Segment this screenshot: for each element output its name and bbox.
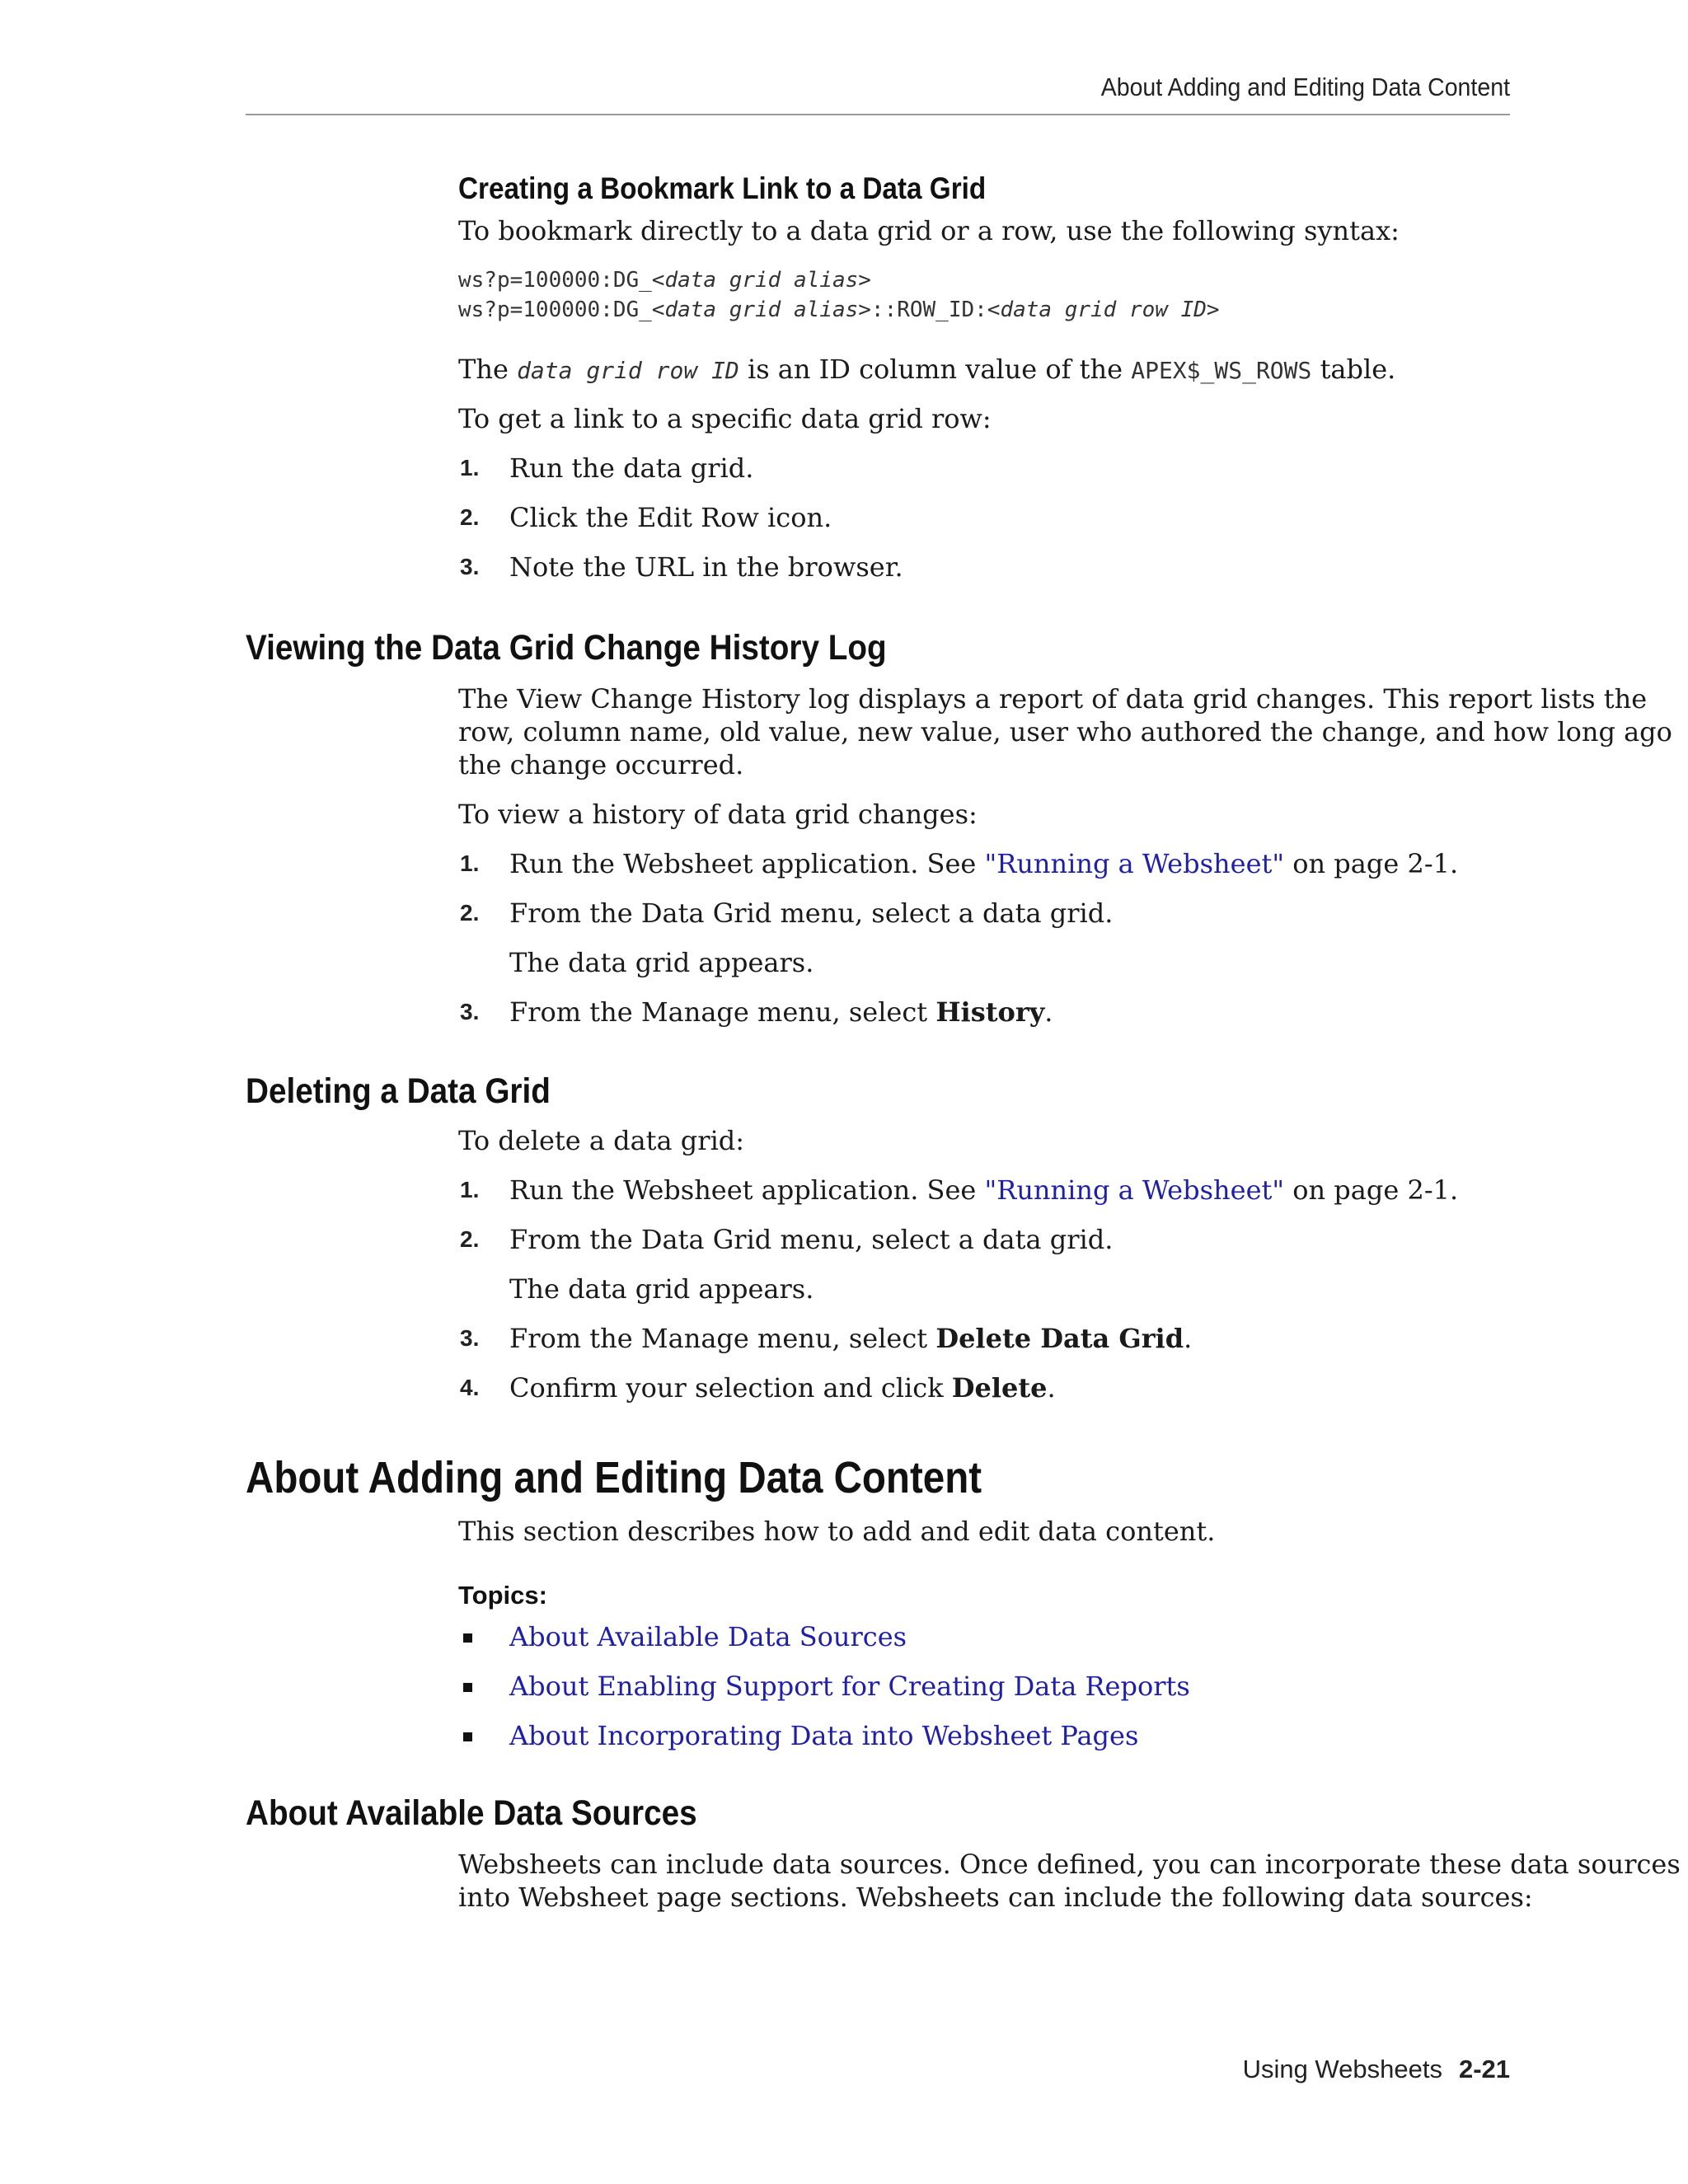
bookmark-intro: To bookmark directly to a data grid or a row, use the following syntax: xyxy=(458,215,1400,246)
step-number: 1. xyxy=(460,1177,480,1202)
step-number: 1. xyxy=(460,851,480,876)
heading-bookmark: Creating a Bookmark Link to a Data Grid xyxy=(458,171,987,205)
bookmark-desc: The data grid row ID is an ID column value of the APEX$_WS_ROWS table. xyxy=(458,354,1396,385)
delete-intro-block xyxy=(458,1124,1688,1157)
running-header: About Adding and Editing Data Content xyxy=(1100,73,1510,101)
topic-link-enabling-support[interactable]: About Enabling Support for Creating Data Reports xyxy=(509,1671,1190,1702)
step-number: 3. xyxy=(460,999,480,1024)
step-text: Run the Websheet application. See "Running a Websheet" on page 2-1. xyxy=(509,1174,1459,1206)
code-line-2: ws?p=100000:DG_<data grid alias>::ROW_ID:<data grid row ID> xyxy=(458,298,1220,322)
step-number: 3. xyxy=(460,554,480,579)
step-number: 2. xyxy=(460,900,480,926)
history-para: The View Change History log displays a report of data grid changes. This report lists the row, column name, old value, new value, user who authored the change, and how long ago the change occurred. xyxy=(458,683,1672,780)
step-number: 3. xyxy=(460,1325,480,1351)
step-text: Confirm your selection and click Delete. xyxy=(509,1372,1056,1404)
section-adding xyxy=(246,1452,1082,1503)
heading-adding: About Adding and Editing Data Content xyxy=(246,1453,982,1502)
step-number: 2. xyxy=(460,504,480,530)
adding-intro: This section describes how to add and edit data content. xyxy=(458,1516,1216,1547)
step-result: The data grid appears. xyxy=(509,1273,814,1305)
heading-delete: Deleting a Data Grid xyxy=(246,1071,551,1111)
heading-sources: About Available Data Sources xyxy=(246,1793,697,1833)
adding-intro-block xyxy=(458,1515,1688,1548)
history-steps-intro: To view a history of data grid changes: xyxy=(458,799,978,830)
section-history xyxy=(246,628,958,668)
step-text: From the Data Grid menu, select a data grid. xyxy=(509,898,1114,929)
bookmark-code-block xyxy=(458,265,1220,325)
bookmark-desc-block xyxy=(458,353,1688,387)
footer-page-number: 2-21 xyxy=(1458,2055,1510,2083)
code-line-1: ws?p=100000:DG_<data grid alias> xyxy=(458,268,871,293)
step-text: From the Data Grid menu, select a data grid. xyxy=(509,1224,1114,1255)
footer-title: Using Websheets xyxy=(1242,2055,1442,2083)
history-steps-intro-block xyxy=(458,798,1688,831)
step-text: Note the URL in the browser. xyxy=(509,551,903,583)
section-delete xyxy=(246,1071,584,1112)
step-number: 4. xyxy=(460,1375,480,1400)
running-websheet-link[interactable]: "Running a Websheet" xyxy=(984,848,1285,879)
step-text: Run the data grid. xyxy=(509,452,754,484)
step-result: The data grid appears. xyxy=(509,947,814,978)
topics-label-block xyxy=(458,1581,547,1610)
header-rule xyxy=(246,114,1510,115)
bookmark-steps-intro-block xyxy=(458,402,1688,435)
step-text: From the Manage menu, select Delete Data Grid. xyxy=(509,1323,1193,1354)
delete-intro: To delete a data grid: xyxy=(458,1125,745,1156)
topics-label: Topics: xyxy=(458,1581,547,1610)
step-text: Run the Websheet application. See "Running a Websheet" on page 2-1. xyxy=(509,848,1459,879)
bullet-square-icon xyxy=(463,1683,472,1692)
step-number: 1. xyxy=(460,455,480,480)
sources-para-block xyxy=(458,1848,1688,1914)
topic-link-available-data-sources[interactable]: About Available Data Sources xyxy=(509,1621,907,1652)
history-para-block xyxy=(458,682,1688,781)
heading-history: Viewing the Data Grid Change History Log xyxy=(246,628,887,668)
section-sources xyxy=(246,1793,748,1834)
bookmark-steps-intro: To get a link to a specific data grid row: xyxy=(458,403,992,434)
bullet-square-icon xyxy=(463,1633,472,1643)
section-bookmark xyxy=(458,171,1044,206)
step-text: From the Manage menu, select History. xyxy=(509,996,1053,1028)
bookmark-intro-block xyxy=(458,214,1688,247)
page-footer xyxy=(1243,2055,1510,2084)
step-number: 2. xyxy=(460,1226,480,1252)
bullet-square-icon xyxy=(463,1732,472,1741)
sources-para: Websheets can include data sources. Once defined, you can incorporate these data sources into Websheet page sections. Websheets can include the following data sources: xyxy=(458,1849,1681,1913)
step-text: Click the Edit Row icon. xyxy=(509,502,832,533)
running-websheet-link[interactable]: "Running a Websheet" xyxy=(984,1174,1285,1206)
topic-link-incorporating-data[interactable]: About Incorporating Data into Websheet Pages xyxy=(509,1720,1139,1751)
